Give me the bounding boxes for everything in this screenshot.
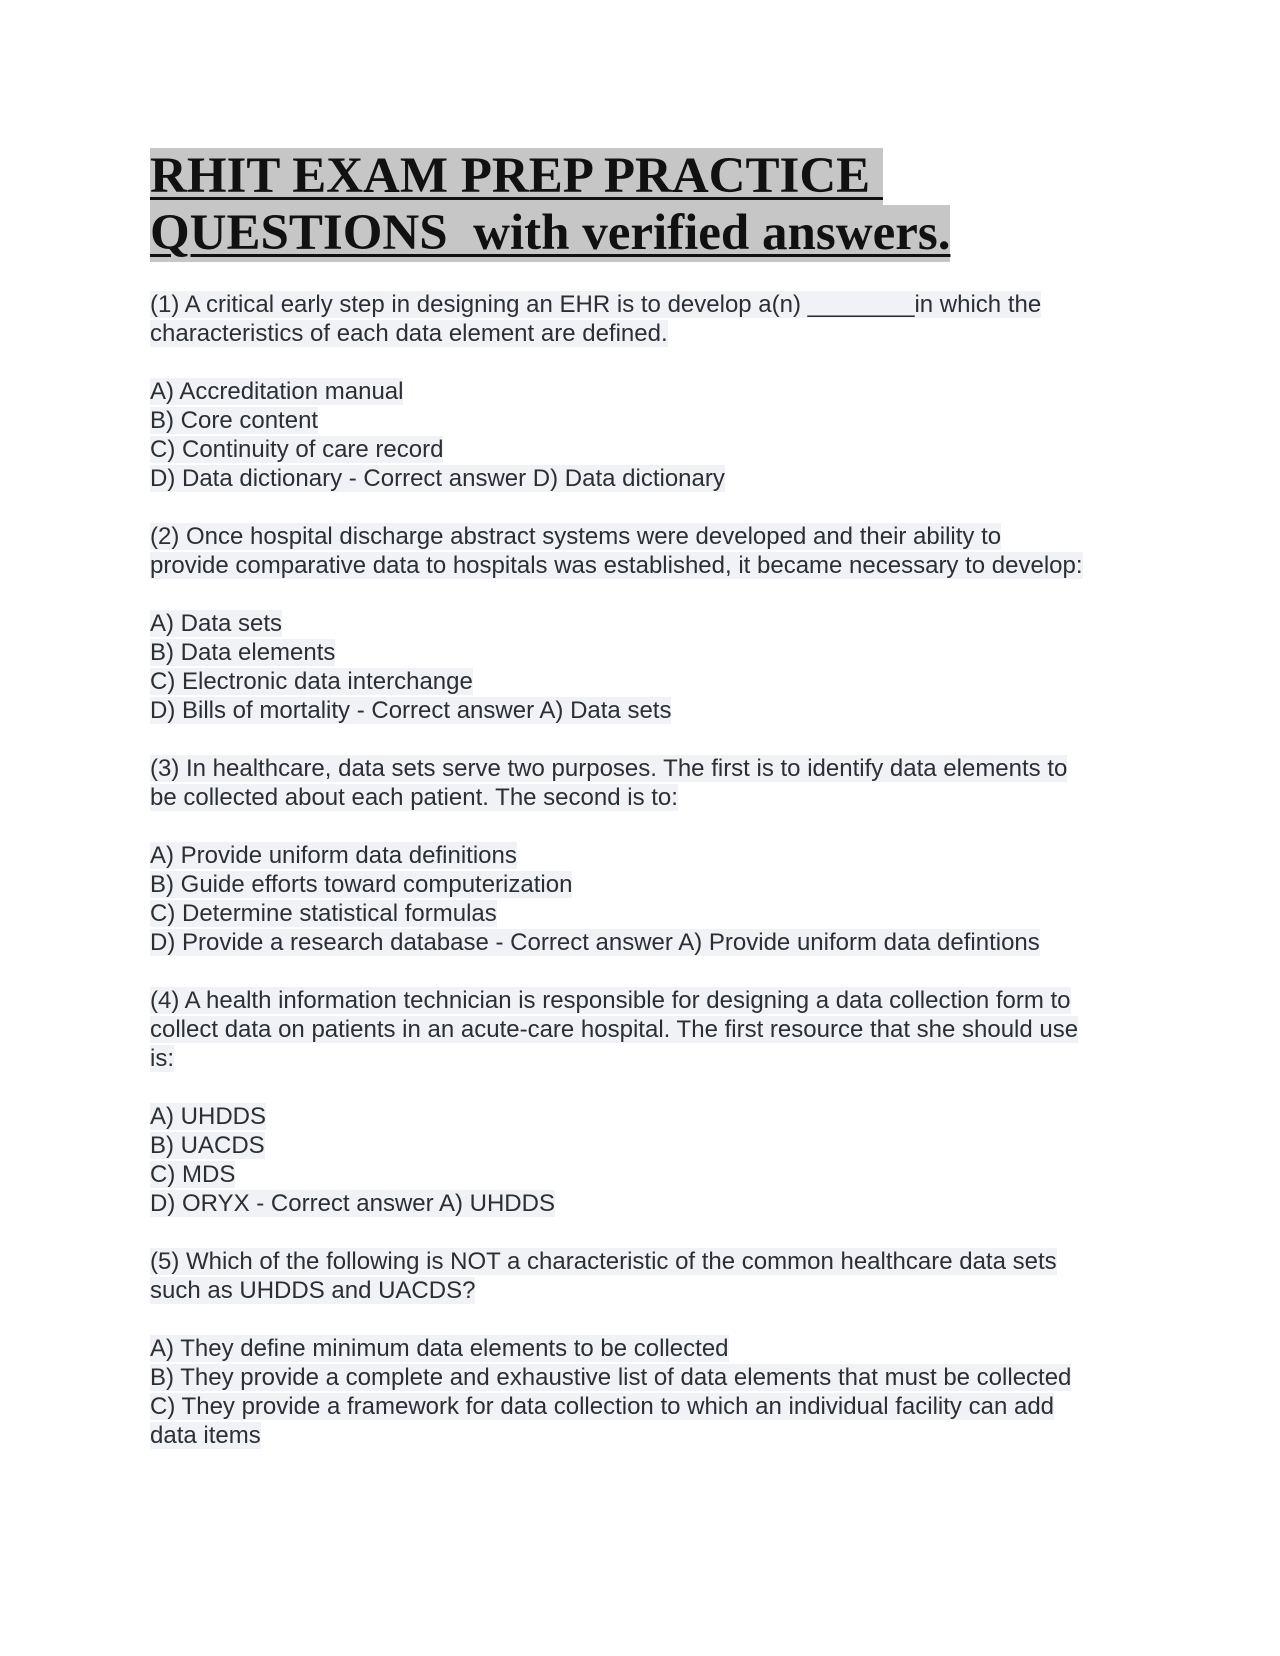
question-1-stem (150, 290, 1150, 348)
question-stem-line: (5) Which of the following is NOT a characteristic of the common healthcare data sets (150, 1248, 1057, 1275)
question-stem-line: (4) A health information technician is responsible for designing a data collection form to (150, 987, 1071, 1014)
answer-option-continuation: data items (150, 1422, 261, 1449)
answer-option: B) They provide a complete and exhaustive list of data elements that must be collected (150, 1364, 1072, 1391)
answer-option-with-correct-answer: D) ORYX - Correct answer A) UHDDS (150, 1190, 555, 1217)
question-2-options (150, 609, 1150, 725)
question-4-options (150, 1102, 1150, 1218)
answer-option: C) Electronic data interchange (150, 668, 473, 695)
question-stem-line: such as UHDDS and UACDS? (150, 1277, 476, 1304)
answer-option: A) Provide uniform data definitions (150, 842, 517, 869)
question-stem-line: collect data on patients in an acute-care hospital. The first resource that she should use (150, 1016, 1079, 1043)
answer-option: C) MDS (150, 1161, 236, 1188)
question-3-stem (150, 754, 1150, 812)
answer-option: A) They define minimum data elements to be collected (150, 1335, 729, 1362)
title-line-1: RHIT EXAM PREP PRACTICE (150, 148, 883, 204)
question-stem-line: (2) Once hospital discharge abstract systems were developed and their ability to (150, 523, 1002, 550)
question-3-options (150, 841, 1150, 957)
question-stem-line: (1) A critical early step in designing an EHR is to develop a(n) ________in which the (150, 291, 1042, 318)
answer-option: B) Core content (150, 407, 319, 434)
question-4-stem (150, 986, 1150, 1073)
answer-option: B) Guide efforts toward computerization (150, 871, 573, 898)
question-stem-line: (3) In healthcare, data sets serve two purposes. The first is to identify data elements to (150, 755, 1068, 782)
document-page (150, 148, 1150, 1479)
answer-option: B) Data elements (150, 639, 336, 666)
answer-option: C) They provide a framework for data collection to which an individual facility can add (150, 1393, 1055, 1420)
question-1-options (150, 377, 1150, 493)
question-stem-line: is: (150, 1045, 174, 1072)
question-stem-line: characteristics of each data element are defined. (150, 320, 668, 347)
question-stem-line: provide comparative data to hospitals was established, it became necessary to develop: (150, 552, 1083, 579)
title-line-2: QUESTIONS with verified answers. (150, 205, 951, 261)
question-2-stem (150, 522, 1150, 580)
answer-option: A) UHDDS (150, 1103, 267, 1130)
answer-option-with-correct-answer: D) Data dictionary - Correct answer D) Data dictionary (150, 465, 725, 492)
answer-option-with-correct-answer: D) Bills of mortality - Correct answer A) Data sets (150, 697, 672, 724)
answer-option: B) UACDS (150, 1132, 265, 1159)
question-5-stem (150, 1247, 1150, 1305)
question-5-options (150, 1334, 1150, 1450)
answer-option: A) Accreditation manual (150, 378, 404, 405)
question-list (150, 290, 1150, 1450)
answer-option: A) Data sets (150, 610, 283, 637)
question-stem-line: be collected about each patient. The second is to: (150, 784, 678, 811)
answer-option: C) Continuity of care record (150, 436, 444, 463)
answer-option-with-correct-answer: D) Provide a research database - Correct answer A) Provide uniform data defintions (150, 929, 1040, 956)
document-title (150, 148, 1150, 262)
answer-option: C) Determine statistical formulas (150, 900, 497, 927)
